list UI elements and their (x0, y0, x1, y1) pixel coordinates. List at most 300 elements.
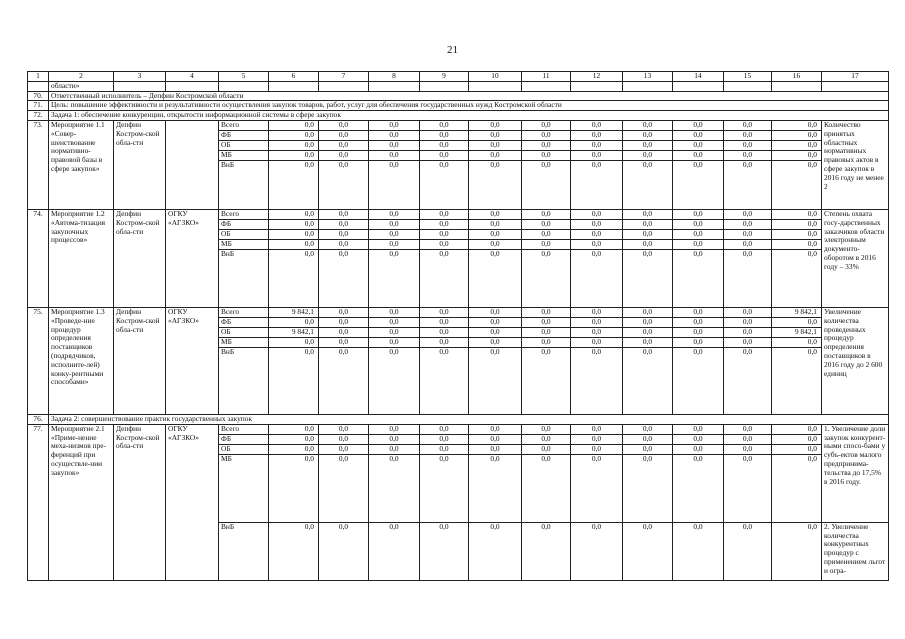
value-cell: 0,0 (469, 327, 522, 337)
value-cell: 0,0 (673, 454, 724, 522)
value-cell: 0,0 (571, 347, 623, 414)
value-cell: 0,0 (369, 327, 420, 337)
value-cell: 0,0 (623, 239, 673, 249)
value-cell: 0,0 (469, 239, 522, 249)
row-number: 76. (28, 414, 49, 424)
value-cell: 0,0 (571, 140, 623, 150)
cell-empty (724, 81, 772, 91)
value-cell: 0,0 (571, 130, 623, 140)
row-number: 71. (28, 101, 49, 111)
value-cell: 0,0 (673, 239, 724, 249)
cell-empty (369, 81, 420, 91)
value-cell: 0,0 (724, 522, 772, 580)
value-cell: 0,0 (623, 120, 673, 130)
column-header: 1 (28, 72, 49, 82)
table-row (28, 209, 889, 219)
value-cell: 0,0 (469, 337, 522, 347)
value-cell: 0,0 (623, 337, 673, 347)
value-cell: 0,0 (469, 307, 522, 317)
value-cell: 0,0 (420, 150, 469, 160)
value-cell: 0,0 (269, 317, 319, 327)
value-cell: 0,0 (369, 150, 420, 160)
value-cell: 0,0 (369, 424, 420, 434)
value-cell: 0,0 (269, 249, 319, 307)
value-cell: 0,0 (319, 307, 369, 317)
value-cell: 0,0 (369, 317, 420, 327)
row-number: 72. (28, 111, 49, 121)
value-cell: 0,0 (369, 347, 420, 414)
funding-source: МБ (219, 337, 269, 347)
agency: ОГКУ «АГЗКО» (166, 424, 219, 580)
value-cell: 0,0 (269, 140, 319, 150)
value-cell: 0,0 (319, 249, 369, 307)
value-cell: 0,0 (522, 454, 571, 522)
value-cell: 0,0 (469, 120, 522, 130)
value-cell: 0,0 (571, 307, 623, 317)
executor: Депфин Костром-ской обла-сти (114, 424, 166, 580)
funding-source: ВнБ (219, 249, 269, 307)
agency: ОГКУ «АГЗКО» (166, 307, 219, 414)
value-cell: 0,0 (469, 209, 522, 219)
value-cell: 0,0 (269, 120, 319, 130)
value-cell: 0,0 (673, 249, 724, 307)
column-header: 12 (571, 72, 623, 82)
value-cell: 0,0 (772, 434, 822, 444)
value-cell: 0,0 (420, 337, 469, 347)
value-cell: 0,0 (571, 337, 623, 347)
value-cell: 0,0 (369, 219, 420, 229)
value-cell: 0,0 (469, 434, 522, 444)
value-cell: 0,0 (420, 229, 469, 239)
cell-empty (673, 81, 724, 91)
value-cell: 0,0 (319, 209, 369, 219)
value-cell: 0,0 (772, 454, 822, 522)
indicator-text: Количество принятых областных нормативных правовых актов в сфере закупок в 2016 году не менее 2 (822, 120, 889, 209)
value-cell: 0,0 (724, 209, 772, 219)
value-cell: 0,0 (319, 317, 369, 327)
value-cell: 0,0 (469, 229, 522, 239)
value-cell: 0,0 (369, 444, 420, 454)
section-text: Цель: повышение эффективности и результативности осуществления закупок товаров, работ, услуг для обеспечения государственных нужд Костромской области (49, 101, 889, 111)
value-cell: 0,0 (673, 434, 724, 444)
value-cell: 0,0 (673, 444, 724, 454)
funding-source: МБ (219, 239, 269, 249)
value-cell: 0,0 (522, 444, 571, 454)
column-header: 4 (166, 72, 219, 82)
value-cell: 0,0 (469, 454, 522, 522)
value-cell: 0,0 (369, 337, 420, 347)
page-number: 21 (447, 44, 458, 56)
value-cell: 0,0 (319, 229, 369, 239)
value-cell: 0,0 (623, 434, 673, 444)
funding-source: ФБ (219, 219, 269, 229)
value-cell: 0,0 (420, 239, 469, 249)
value-cell: 0,0 (571, 239, 623, 249)
continuation-text: области» (49, 81, 114, 91)
table-row (28, 120, 889, 130)
value-cell: 0,0 (319, 140, 369, 150)
indicator-text: 2. Увеличение количества конкурентных процедур с применением льгот и огра- (822, 522, 889, 580)
section-row (28, 91, 889, 101)
column-header: 15 (724, 72, 772, 82)
value-cell: 0,0 (522, 424, 571, 434)
value-cell: 0,0 (571, 209, 623, 219)
cell-empty (166, 81, 219, 91)
value-cell: 0,0 (269, 347, 319, 414)
executor: Депфин Костром-ской обла-сти (114, 209, 166, 307)
indicator-text: 1. Увеличение доли закупок конкурент-ными спосо-бами у субъ-ектов малого предпринима-тельства до 17,5% в 2016 году. (822, 424, 889, 522)
value-cell: 0,0 (522, 307, 571, 317)
activity-name: Мероприятие 1.2 «Автома-тизация закупочных процессов» (49, 209, 114, 307)
funding-source: МБ (219, 150, 269, 160)
value-cell: 0,0 (522, 327, 571, 337)
value-cell: 0,0 (522, 219, 571, 229)
value-cell: 0,0 (420, 130, 469, 140)
value-cell: 0,0 (673, 337, 724, 347)
value-cell: 0,0 (319, 444, 369, 454)
value-cell: 0,0 (772, 347, 822, 414)
value-cell: 0,0 (673, 307, 724, 317)
funding-source: ФБ (219, 317, 269, 327)
value-cell: 0,0 (673, 130, 724, 140)
value-cell: 0,0 (522, 317, 571, 327)
section-row (28, 101, 889, 111)
value-cell: 0,0 (772, 140, 822, 150)
value-cell: 0,0 (571, 444, 623, 454)
value-cell: 0,0 (369, 454, 420, 522)
value-cell: 0,0 (571, 434, 623, 444)
column-header: 9 (420, 72, 469, 82)
value-cell: 0,0 (522, 160, 571, 209)
column-header: 3 (114, 72, 166, 82)
value-cell: 0,0 (369, 160, 420, 209)
value-cell: 0,0 (420, 160, 469, 209)
value-cell: 0,0 (772, 209, 822, 219)
value-cell: 0,0 (571, 522, 623, 580)
value-cell: 0,0 (724, 120, 772, 130)
value-cell: 0,0 (724, 249, 772, 307)
column-header: 10 (469, 72, 522, 82)
value-cell: 0,0 (724, 219, 772, 229)
value-cell: 0,0 (420, 522, 469, 580)
value-cell: 0,0 (269, 150, 319, 160)
value-cell: 0,0 (571, 150, 623, 160)
value-cell: 0,0 (420, 347, 469, 414)
value-cell: 0,0 (319, 337, 369, 347)
funding-source: Всего (219, 307, 269, 317)
value-cell: 9 842,1 (772, 327, 822, 337)
header-row (28, 72, 889, 82)
value-cell: 0,0 (319, 424, 369, 434)
value-cell: 0,0 (724, 337, 772, 347)
row-number: 70. (28, 91, 49, 101)
value-cell: 0,0 (724, 444, 772, 454)
value-cell: 0,0 (420, 454, 469, 522)
indicator-text: Увеличение количества проведенных процедур определения поставщиков в 2016 году до 2 600 единиц (822, 307, 889, 414)
value-cell: 0,0 (772, 239, 822, 249)
value-cell: 0,0 (724, 317, 772, 327)
funding-source: Всего (219, 209, 269, 219)
value-cell: 0,0 (269, 160, 319, 209)
section-text: Задача 1: обеспечение конкуренции, открытости информационной системы в сфере закупок (49, 111, 889, 121)
value-cell: 0,0 (420, 140, 469, 150)
value-cell: 0,0 (369, 130, 420, 140)
value-cell: 0,0 (420, 307, 469, 317)
value-cell: 0,0 (772, 317, 822, 327)
value-cell: 0,0 (469, 347, 522, 414)
value-cell: 0,0 (772, 444, 822, 454)
value-cell: 0,0 (571, 454, 623, 522)
value-cell: 0,0 (269, 424, 319, 434)
value-cell: 0,0 (469, 140, 522, 150)
value-cell: 0,0 (623, 140, 673, 150)
executor: Депфин Костром-ской обла-сти (114, 120, 166, 209)
row-number: 74. (28, 209, 49, 307)
value-cell: 0,0 (369, 434, 420, 444)
section-text: Задача 2: совершенствование практик государственных закупок (49, 414, 889, 424)
value-cell: 0,0 (469, 160, 522, 209)
value-cell: 0,0 (420, 327, 469, 337)
value-cell: 0,0 (724, 160, 772, 209)
value-cell: 0,0 (319, 120, 369, 130)
value-cell: 0,0 (623, 249, 673, 307)
row-number: 73. (28, 120, 49, 209)
value-cell: 0,0 (369, 140, 420, 150)
value-cell: 0,0 (469, 522, 522, 580)
funding-source: ВнБ (219, 160, 269, 209)
value-cell: 0,0 (571, 219, 623, 229)
value-cell: 0,0 (469, 444, 522, 454)
value-cell: 0,0 (522, 150, 571, 160)
activity-name: Мероприятие 2.1 «Приме-нение меха-низмов пре-ференций при осуществле-нии закупок» (49, 424, 114, 580)
value-cell: 0,0 (724, 140, 772, 150)
value-cell: 0,0 (420, 219, 469, 229)
value-cell: 9 842,1 (269, 307, 319, 317)
section-text: Ответственный исполнитель – Депфин Костромской области (49, 91, 889, 101)
column-header: 8 (369, 72, 420, 82)
column-header: 13 (623, 72, 673, 82)
activity-name: Мероприятие 1.1 «Совер-шенствование нормативно-правовой базы в сфере закупок» (49, 120, 114, 209)
value-cell: 0,0 (673, 120, 724, 130)
value-cell: 0,0 (673, 229, 724, 239)
value-cell: 0,0 (571, 160, 623, 209)
funding-source: ФБ (219, 130, 269, 140)
value-cell: 0,0 (623, 160, 673, 209)
value-cell: 0,0 (724, 307, 772, 317)
value-cell: 0,0 (420, 120, 469, 130)
value-cell: 0,0 (673, 347, 724, 414)
value-cell: 0,0 (369, 249, 420, 307)
indicator-text: Степень охвата госу-дарственных заказчиков области электронным документо-оборотом в 2016 году – 33% (822, 209, 889, 307)
cell-empty (469, 81, 522, 91)
column-header: 6 (269, 72, 319, 82)
value-cell: 0,0 (269, 229, 319, 239)
value-cell: 0,0 (420, 444, 469, 454)
value-cell: 0,0 (319, 327, 369, 337)
funding-source: Всего (219, 424, 269, 434)
value-cell: 0,0 (724, 130, 772, 140)
value-cell: 0,0 (623, 229, 673, 239)
value-cell: 0,0 (522, 337, 571, 347)
column-header: 16 (772, 72, 822, 82)
funding-source: ВнБ (219, 347, 269, 414)
funding-source: ВнБ (219, 522, 269, 580)
value-cell: 0,0 (319, 219, 369, 229)
value-cell: 0,0 (269, 130, 319, 140)
value-cell: 0,0 (469, 219, 522, 229)
value-cell: 0,0 (469, 130, 522, 140)
row-number: 75. (28, 307, 49, 414)
funding-source: ОБ (219, 444, 269, 454)
value-cell: 0,0 (522, 347, 571, 414)
value-cell: 0,0 (319, 150, 369, 160)
value-cell: 0,0 (623, 327, 673, 337)
value-cell: 0,0 (269, 522, 319, 580)
value-cell: 0,0 (269, 337, 319, 347)
funding-source: ОБ (219, 229, 269, 239)
value-cell: 0,0 (319, 434, 369, 444)
activity-name: Мероприятие 1.3 «Проведе-ние процедур определения поставщиков (подрядчиков, исполните-лей) конку-рентными способами» (49, 307, 114, 414)
column-header: 7 (319, 72, 369, 82)
value-cell: 0,0 (571, 424, 623, 434)
agency (166, 120, 219, 209)
column-header: 11 (522, 72, 571, 82)
value-cell: 0,0 (522, 209, 571, 219)
executor: Депфин Костром-ской обла-сти (114, 307, 166, 414)
value-cell: 0,0 (420, 434, 469, 444)
value-cell: 0,0 (724, 347, 772, 414)
cell-empty (269, 81, 319, 91)
value-cell: 0,0 (772, 229, 822, 239)
funding-source: ОБ (219, 327, 269, 337)
value-cell: 0,0 (772, 130, 822, 140)
value-cell: 0,0 (522, 249, 571, 307)
value-cell: 0,0 (673, 327, 724, 337)
value-cell: 0,0 (571, 327, 623, 337)
value-cell: 0,0 (724, 454, 772, 522)
value-cell: 9 842,1 (269, 327, 319, 337)
value-cell: 0,0 (623, 347, 673, 414)
value-cell: 9 842,1 (772, 307, 822, 317)
value-cell: 0,0 (420, 317, 469, 327)
value-cell: 0,0 (623, 444, 673, 454)
value-cell: 0,0 (269, 444, 319, 454)
value-cell: 0,0 (522, 522, 571, 580)
value-cell: 0,0 (420, 209, 469, 219)
value-cell: 0,0 (269, 454, 319, 522)
value-cell: 0,0 (319, 522, 369, 580)
value-cell: 0,0 (623, 307, 673, 317)
value-cell: 0,0 (319, 160, 369, 209)
value-cell: 0,0 (772, 160, 822, 209)
column-header: 2 (49, 72, 114, 82)
section-row (28, 111, 889, 121)
value-cell: 0,0 (571, 120, 623, 130)
value-cell: 0,0 (469, 249, 522, 307)
value-cell: 0,0 (724, 150, 772, 160)
value-cell: 0,0 (522, 130, 571, 140)
value-cell: 0,0 (673, 522, 724, 580)
agency: ОГКУ «АГЗКО» (166, 209, 219, 307)
value-cell: 0,0 (772, 219, 822, 229)
value-cell: 0,0 (369, 229, 420, 239)
value-cell: 0,0 (269, 219, 319, 229)
cell-empty (623, 81, 673, 91)
value-cell: 0,0 (571, 249, 623, 307)
value-cell: 0,0 (623, 522, 673, 580)
value-cell: 0,0 (673, 219, 724, 229)
value-cell: 0,0 (724, 327, 772, 337)
column-header: 17 (822, 72, 889, 82)
row-number: 77. (28, 424, 49, 580)
table-row (28, 424, 889, 434)
value-cell: 0,0 (522, 229, 571, 239)
value-cell: 0,0 (369, 522, 420, 580)
value-cell: 0,0 (269, 209, 319, 219)
budget-table (27, 71, 889, 581)
value-cell: 0,0 (673, 209, 724, 219)
value-cell: 0,0 (369, 209, 420, 219)
value-cell: 0,0 (469, 150, 522, 160)
value-cell: 0,0 (319, 347, 369, 414)
value-cell: 0,0 (623, 219, 673, 229)
cell-empty (28, 81, 49, 91)
value-cell: 0,0 (269, 239, 319, 249)
value-cell: 0,0 (623, 209, 673, 219)
value-cell: 0,0 (571, 229, 623, 239)
column-header: 5 (219, 72, 269, 82)
funding-source: МБ (219, 454, 269, 522)
table-row (28, 307, 889, 317)
value-cell: 0,0 (469, 317, 522, 327)
value-cell: 0,0 (319, 454, 369, 522)
value-cell: 0,0 (369, 239, 420, 249)
cell-empty (420, 81, 469, 91)
value-cell: 0,0 (369, 120, 420, 130)
value-cell: 0,0 (623, 317, 673, 327)
value-cell: 0,0 (724, 424, 772, 434)
column-header: 14 (673, 72, 724, 82)
value-cell: 0,0 (571, 317, 623, 327)
value-cell: 0,0 (420, 424, 469, 434)
value-cell: 0,0 (673, 150, 724, 160)
value-cell: 0,0 (319, 130, 369, 140)
value-cell: 0,0 (772, 522, 822, 580)
value-cell: 0,0 (772, 150, 822, 160)
cell-empty (772, 81, 822, 91)
value-cell: 0,0 (623, 150, 673, 160)
value-cell: 0,0 (772, 120, 822, 130)
cell-empty (319, 81, 369, 91)
value-cell: 0,0 (673, 160, 724, 209)
value-cell: 0,0 (522, 434, 571, 444)
section-row (28, 414, 889, 424)
value-cell: 0,0 (673, 424, 724, 434)
value-cell: 0,0 (522, 239, 571, 249)
value-cell: 0,0 (319, 239, 369, 249)
value-cell: 0,0 (724, 229, 772, 239)
value-cell: 0,0 (623, 130, 673, 140)
funding-source: Всего (219, 120, 269, 130)
cell-empty (219, 81, 269, 91)
value-cell: 0,0 (673, 140, 724, 150)
value-cell: 0,0 (772, 337, 822, 347)
value-cell: 0,0 (522, 120, 571, 130)
cell-empty (822, 81, 889, 91)
value-cell: 0,0 (623, 454, 673, 522)
value-cell: 0,0 (772, 249, 822, 307)
value-cell: 0,0 (673, 317, 724, 327)
